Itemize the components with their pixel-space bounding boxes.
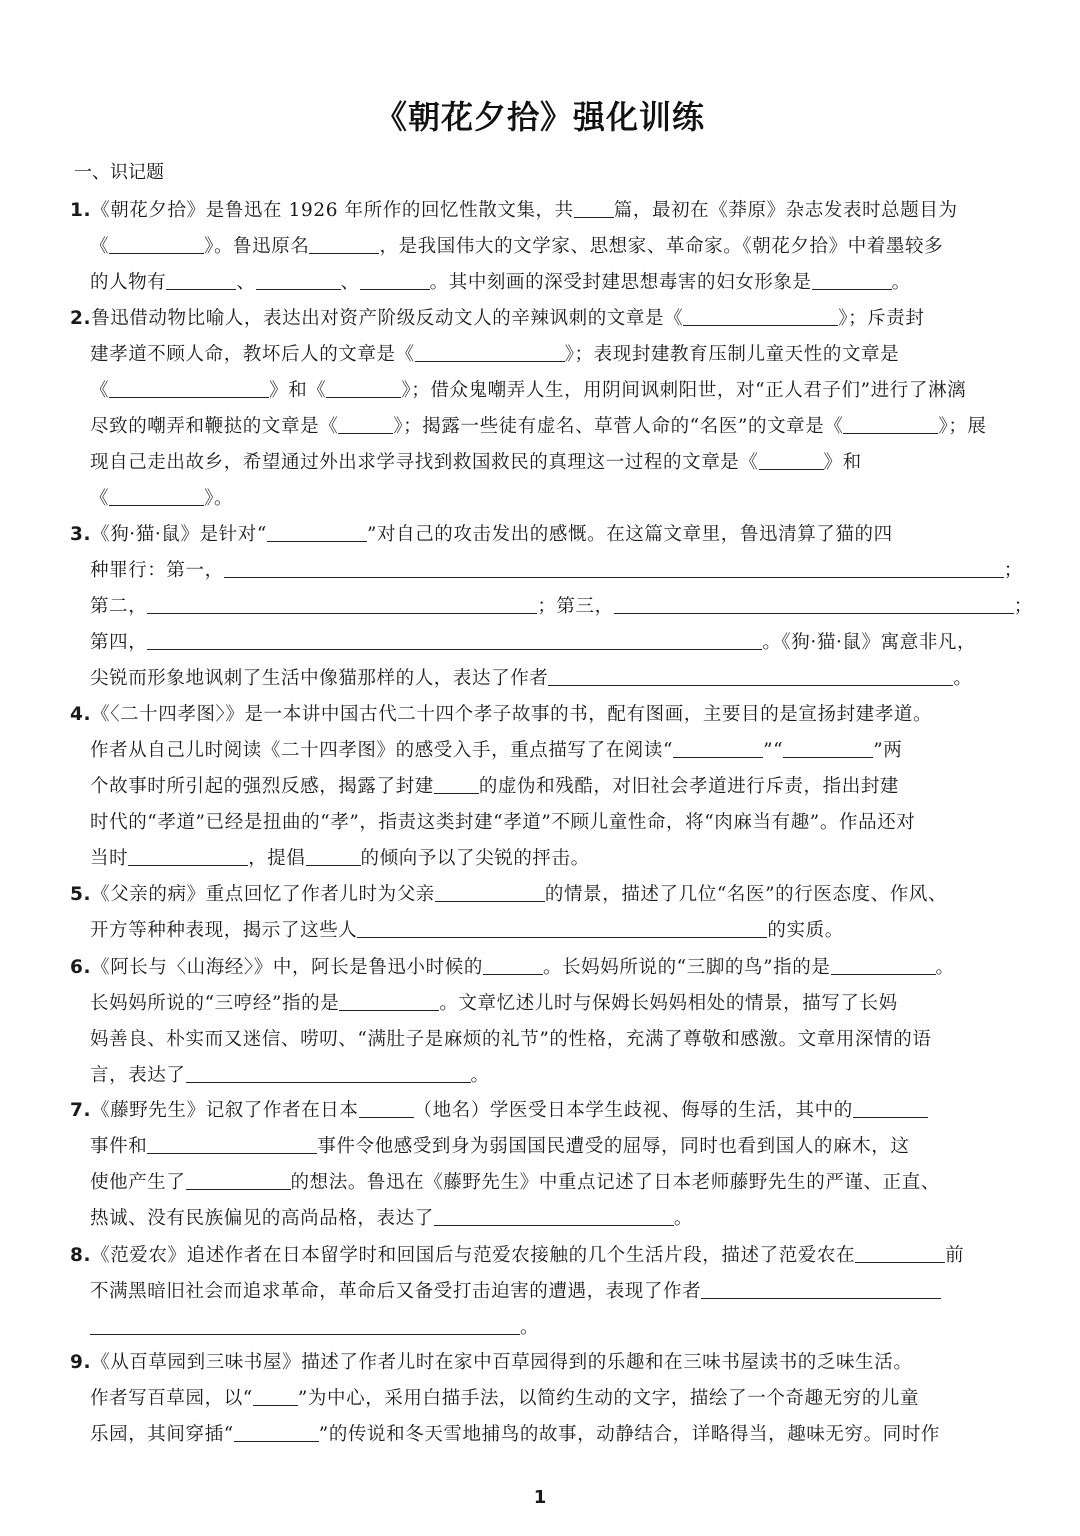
question-line (70, 950, 1030, 986)
section-heading: 一、识记题 (74, 162, 164, 183)
question-text: 《从百草园到三味书屋》描述了作者儿时在家中百草园得到的乐趣和在三味书屋读书的乏味生活。 (91, 1352, 913, 1373)
question-line (70, 1238, 1030, 1274)
question-text: 》；借众鬼嘲弄人生，用阴间讽刺阳世，对“正人君子们”进行了淋漓 (401, 380, 967, 401)
question-text: 《阿长与〈山海经〉》中，阿长是鲁迅小时候的 (91, 957, 483, 978)
question-text: ”两 (873, 740, 903, 761)
question-5 (70, 877, 1030, 949)
answer-blank[interactable] (434, 769, 479, 794)
question-text: 的倾向予以了尖锐的抨击。 (360, 848, 590, 869)
question-line (70, 877, 1030, 913)
answer-blank[interactable] (434, 1201, 674, 1226)
question-text: 《〈二十四孝图〉》是一本讲中国古代二十四个孝子故事的书，配有图画，主要目的是宣扬封建孝道。 (91, 704, 933, 725)
question-line (70, 1345, 1030, 1381)
question-text: 。 (953, 668, 973, 689)
question-line (70, 697, 1030, 733)
question-4 (70, 697, 1030, 877)
question-line (70, 409, 1030, 445)
answer-blank[interactable] (359, 1093, 414, 1118)
question-line (70, 337, 1030, 373)
answer-blank[interactable] (253, 1381, 298, 1406)
question-text: 。 (935, 957, 955, 978)
question-text: 妈善良、朴实而又迷信、唠叨、“满肚子是麻烦的礼节”的性格，充满了尊敬和感激。文章用深情的语 (90, 1029, 932, 1050)
question-line (70, 1058, 1030, 1094)
answer-blank[interactable] (415, 337, 565, 362)
question-text: 的想法。鲁迅在《藤野先生》中重点记述了日本老师藤野先生的严谨、正直、 (290, 1172, 940, 1193)
question-text: 》；表现封建教育压制儿童天性的文章是 (564, 344, 900, 365)
question-line (70, 661, 1030, 697)
question-number: 6. (70, 957, 92, 978)
question-number: 1. (70, 200, 92, 221)
answer-blank[interactable] (759, 445, 824, 470)
question-8 (70, 1238, 1030, 1346)
question-line (70, 1022, 1030, 1058)
question-text: ； (1013, 596, 1033, 617)
question-line (70, 517, 1030, 553)
question-text: 。 (520, 1317, 540, 1338)
question-text: （地名）学医受日本学生歧视、侮辱的生活，其中的 (413, 1100, 853, 1121)
question-text: 《 (90, 488, 110, 509)
answer-blank[interactable] (435, 877, 545, 902)
question-line (70, 1381, 1030, 1417)
answer-blank[interactable] (843, 409, 938, 434)
answer-blank[interactable] (812, 265, 892, 290)
question-line (70, 805, 1030, 841)
question-2 (70, 301, 1030, 517)
answer-blank[interactable] (831, 950, 936, 975)
question-line (70, 229, 1030, 265)
question-text: 尖锐而形象地讽刺了生活中像猫那样的人，表达了作者 (90, 668, 549, 689)
question-text: 乐园，其间穿插“ (90, 1424, 234, 1445)
answer-blank[interactable] (855, 1238, 945, 1263)
question-line (70, 193, 1030, 229)
question-line (70, 986, 1030, 1022)
question-number: 7. (70, 1100, 92, 1121)
question-text: 。 (673, 1208, 693, 1229)
answer-blank[interactable] (574, 193, 614, 218)
question-text: 《狗·猫·鼠》是针对“ (91, 524, 267, 545)
question-text: 《范爱农》追述作者在日本留学时和回国后与范爱农接触的几个生活片段，描述了范爱农在 (91, 1245, 856, 1266)
question-text: 开方等种种表现，揭示了这些人 (90, 920, 358, 941)
question-text: 的实质。 (767, 920, 844, 941)
question-text: ； (1003, 560, 1023, 581)
answer-blank[interactable] (306, 841, 361, 866)
question-line (70, 1129, 1030, 1165)
question-text: ”的传说和冬天雪地捕鸟的故事，动静结合，详略得当，趣味无穷。同时作 (318, 1424, 941, 1445)
question-7 (70, 1093, 1030, 1237)
question-text: 篇，最初在《莽原》杂志发表时总题目为 (613, 200, 958, 221)
question-text: 》；斥责封 (838, 308, 925, 329)
question-text: 热诚、没有民族偏见的高尚品格，表达了 (90, 1208, 434, 1229)
question-text: 。文章忆述儿时与保姆长妈妈相处的情景，描写了长妈 (439, 993, 898, 1014)
question-line (70, 589, 1033, 625)
question-text: 《藤野先生》记叙了作者在日本 (91, 1100, 359, 1121)
question-text: 种罪行：第一， (90, 560, 224, 581)
answer-blank[interactable] (256, 265, 341, 290)
question-text: ；第三， (537, 596, 614, 617)
answer-blank[interactable] (90, 1310, 520, 1335)
question-text: 。其中刻画的深受封建思想毒害的妇女形象是 (429, 272, 812, 293)
answer-blank[interactable] (357, 913, 767, 938)
question-line (70, 445, 1030, 481)
question-number: 5. (70, 884, 92, 905)
question-line (70, 625, 1030, 661)
answer-blank[interactable] (326, 373, 401, 398)
question-text: 《父亲的病》重点回忆了作者儿时为父亲 (91, 884, 435, 905)
question-number: 2. (70, 308, 92, 329)
answer-blank[interactable] (109, 229, 204, 254)
answer-blank[interactable] (234, 1417, 319, 1442)
question-text: 《 (90, 380, 110, 401)
question-text: 、 (340, 272, 360, 293)
answer-blank[interactable] (548, 661, 953, 686)
question-text: 尽致的嘲弄和鞭挞的文章是《 (90, 416, 339, 437)
answer-blank[interactable] (309, 229, 379, 254)
question-text: 。 (470, 1065, 490, 1086)
question-text: 《 (90, 236, 110, 257)
answer-blank[interactable] (701, 1274, 941, 1299)
question-text: 不满黑暗旧社会而追求革命，革命后又备受打击迫害的遭遇，表现了作者 (90, 1281, 702, 1302)
question-text: 的人物有 (90, 272, 167, 293)
question-text: 》和 (823, 452, 862, 473)
question-number: 4. (70, 704, 92, 725)
answer-blank[interactable] (673, 733, 763, 758)
question-text: 作者写百草园，以“ (90, 1388, 253, 1409)
question-text: 。长妈妈所说的“三脚的鸟”指的是 (542, 957, 831, 978)
question-text: 》；展 (938, 416, 987, 437)
question-text: ”“ (763, 740, 784, 761)
question-line (70, 1417, 1030, 1453)
question-line (70, 1093, 1030, 1129)
question-line (70, 769, 1030, 805)
question-text: 》和《 (269, 380, 327, 401)
question-text: 言，表达了 (90, 1065, 186, 1086)
question-line (70, 913, 1030, 949)
answer-blank[interactable] (614, 589, 1014, 614)
question-text: 建孝道不顾人命，教坏后人的文章是《 (90, 344, 415, 365)
answer-blank[interactable] (147, 625, 762, 650)
question-line (70, 373, 1030, 409)
question-text: 》。鲁迅原名 (204, 236, 310, 257)
question-text: 鲁迅借动物比喻人，表达出对资产阶级反动文人的辛辣讽刺的文章是《 (91, 308, 684, 329)
answer-blank[interactable] (147, 1129, 317, 1154)
question-line (70, 1165, 1030, 1201)
question-text: 事件和 (90, 1136, 148, 1157)
question-text: 作者从自己儿时阅读《二十四孝图》的感受入手，重点描写了在阅读“ (90, 740, 674, 761)
question-9 (70, 1345, 1030, 1453)
question-6 (70, 950, 1030, 1094)
question-line (70, 265, 1030, 301)
question-text: 使他产生了 (90, 1172, 186, 1193)
answer-blank[interactable] (483, 950, 543, 975)
question-text: 的情景，描述了几位“名医”的行医态度、作风、 (544, 884, 948, 905)
answer-blank[interactable] (338, 409, 393, 434)
answer-blank[interactable] (166, 265, 236, 290)
question-text: 第二， (90, 596, 148, 617)
question-number: 9. (70, 1352, 92, 1373)
question-text: 》；揭露一些徒有虚名、草菅人命的“名医”的文章是《 (393, 416, 844, 437)
question-line (70, 553, 1030, 589)
question-text: 第四， (90, 632, 148, 653)
answer-blank[interactable] (853, 1093, 928, 1118)
page-number: 1 (533, 1487, 547, 1508)
question-text: 。《狗·猫·鼠》寓意非凡， (762, 632, 977, 653)
answer-blank[interactable] (109, 373, 269, 398)
question-1 (70, 193, 1030, 301)
question-text: 时代的“孝道”已经是扭曲的“孝”，指责这类封建“孝道”不顾儿童性命，将“肉麻当有趣”。作品还对 (90, 812, 916, 833)
question-text: ”为中心，采用白描手法，以简约生动的文字，描绘了一个奇趣无穷的儿童 (297, 1388, 920, 1409)
question-line (70, 481, 1030, 517)
question-number: 3. (70, 524, 92, 545)
question-line (70, 733, 1030, 769)
question-line (70, 1201, 1030, 1237)
answer-blank[interactable] (186, 1165, 291, 1190)
answer-blank[interactable] (128, 841, 248, 866)
answer-blank[interactable] (224, 553, 1004, 578)
question-text: 长妈妈所说的“三哼经”指的是 (90, 993, 340, 1014)
question-text: 。 (891, 272, 911, 293)
question-3 (70, 517, 1033, 697)
answer-blank[interactable] (267, 517, 367, 542)
question-text: 前 (945, 1245, 965, 1266)
question-line (70, 1274, 1030, 1310)
question-text: ”对自己的攻击发出的感慨。在这篇文章里，鲁迅清算了猫的四 (366, 524, 893, 545)
question-text: 事件令他感受到身为弱国国民遭受的屈辱，同时也看到国人的麻木，这 (317, 1136, 910, 1157)
question-text: 》。 (204, 488, 234, 509)
question-text: 《朝花夕拾》是鲁迅在 1926 年所作的回忆性散文集，共 (91, 200, 574, 221)
question-text: 当时 (90, 848, 129, 869)
question-text: 现自己走出故乡，希望通过外出求学寻找到救国救民的真理这一过程的文章是《 (90, 452, 759, 473)
question-text: 个故事时所引起的强烈反感，揭露了封建 (90, 776, 434, 797)
question-number: 8. (70, 1245, 92, 1266)
answer-blank[interactable] (186, 1058, 471, 1083)
answer-blank[interactable] (683, 301, 838, 326)
answer-blank[interactable] (339, 986, 439, 1011)
question-text: ，提倡 (248, 848, 306, 869)
question-line (70, 841, 1030, 877)
question-line (70, 1310, 1030, 1346)
question-text: ，是我国伟大的文学家、思想家、革命家。《朝花夕拾》中着墨较多 (379, 236, 944, 257)
page-title: 《朝花夕拾》强化训练 (374, 98, 705, 136)
answer-blank[interactable] (109, 481, 204, 506)
answer-blank[interactable] (360, 265, 430, 290)
question-text: 的虚伪和残酷，对旧社会孝道进行斥责，指出封建 (478, 776, 900, 797)
question-line (70, 301, 1030, 337)
answer-blank[interactable] (783, 733, 873, 758)
answer-blank[interactable] (147, 589, 537, 614)
question-text: 、 (236, 272, 256, 293)
